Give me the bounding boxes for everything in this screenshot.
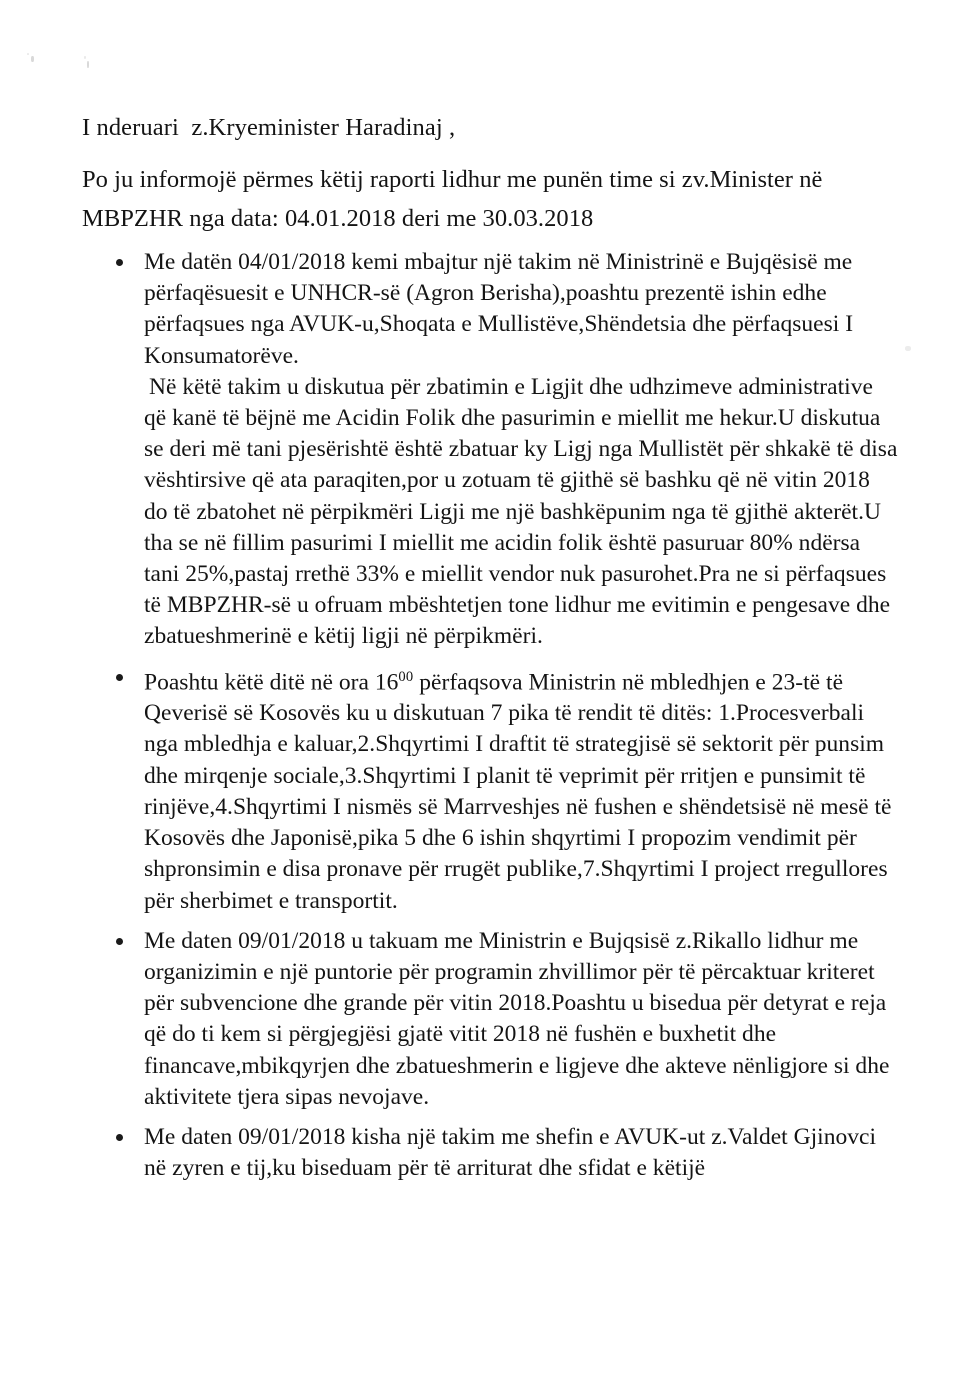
scan-speckle-icon (87, 61, 89, 68)
hour-superscript: 00 (398, 668, 414, 685)
document-body (82, 108, 898, 1184)
list-item (82, 662, 898, 917)
list-item (82, 1122, 898, 1184)
bullet-paragraph (144, 662, 898, 917)
bullet-paragraph: Me datën 04/01/2018 kemi mbajtur një takim në Ministrinë e Bujqësisë me përfaqësuesit e UNHCR-së (Agron Berisha),poashtu prezentë ishin edhe përfaqsues nga AVUK-u,Shoqata e Mullistëve,Shëndetsia dhe përfaqsuesi I Konsumatorëve. (144, 249, 854, 369)
list-item (82, 247, 898, 653)
scan-speckle-icon (84, 56, 86, 59)
meeting-agenda-text: përfaqsova Ministrin në mbledhjen e 23-të të Qeverisë së Kosovës ku u diskutuan 7 pika të rendit të ditës: 1.Procesverbali nga mbledhja e kaluar,2.Shqyrtimi I draftit të strategjisë së sektorit për punsim dhe mirqenje sociale,3.Shqyrtimi I planit të veprimit për rritjen e punsimit të rinjëve,4.Shqyrtimi I nismës së Marrveshjes në fushen e shëndetsisë në mesë të Kosovës dhe Japonisë,pika 5 dhe 6 ishin shqyrtimi I propozim vendimit për shpronsimin e disa pronave për rrugët publike,7.Shqyrtimi I project rregullores për sherbimet e transportit. (144, 669, 892, 914)
bullet-paragraph: Me daten 09/01/2018 u takuam me Ministrin e Bujqsisë z.Rikallo lidhur me organizimin e një puntorie për programin zhvillimor për të përcaktuar kriteret për subvencione dhe grande për vitin 2018.Poashtu u bisedua për detyrat e reja që do ti kem si përgjegjësi gjatë vitit 2018 në fushën e buxhetit dhe financave,mbikqyrjen dhe zbatueshmerin e ligjeve dhe akteve nënligjore si dhe aktivitete tjera sipas nevojave. (144, 927, 890, 1110)
salutation-line: I nderuari z.Kryeminister Haradinaj , (82, 114, 456, 141)
scan-speckle-icon (905, 346, 911, 351)
bullet-paragraph: Në këtë takim u diskutua për zbatimin e Ligjit dhe udhzimeve administrative që kanë të bëjnë me Acidin Folik dhe pasurimin e miellit me hekur.U diskutua se deri më tani pjesërishtë është zbatuar ky Ligj nga Mullistët për shkakë të disa vështirsive që ata paraqiten,por u zotuam të gjithë së bashku që në vitin 2018 do të zbatohet në përpikmëri Ligji me një bashkëpunim nga të gjithë akterët.U tha se në fillim pasurimi I miellit me acidin folik është pasuruar 80% ndërsa tani 25%,pastaj rrethë 33% e miellit vendor nuk pasurohet.Pra ne si përfaqsues të MBPZHR-së u ofruam mbështetjen tone lidhur me evitimin e pengesave dhe zbatueshmerinë e këtij ligji në përpikmëri. (144, 373, 898, 650)
scan-speckle-icon (27, 53, 29, 55)
meeting-time-prefix: Poashtu këtë ditë në ora 16 (144, 669, 399, 696)
bullet-paragraph: Me daten 09/01/2018 kisha një takim me shefin e AVUK-ut z.Valdet Gjinovci në zyren e tij,ku biseduam për të arriturat dhe sfidat e këtijë (144, 1123, 877, 1182)
list-item (82, 926, 898, 1113)
intro-paragraph: Po ju informojë përmes këtij raporti lidhur me punën time si zv.Minister në MBPZHR nga data: 04.01.2018 deri me 30.03.2018 (82, 166, 823, 232)
scan-speckle-icon (31, 56, 34, 62)
report-bullet-list (82, 247, 898, 1184)
